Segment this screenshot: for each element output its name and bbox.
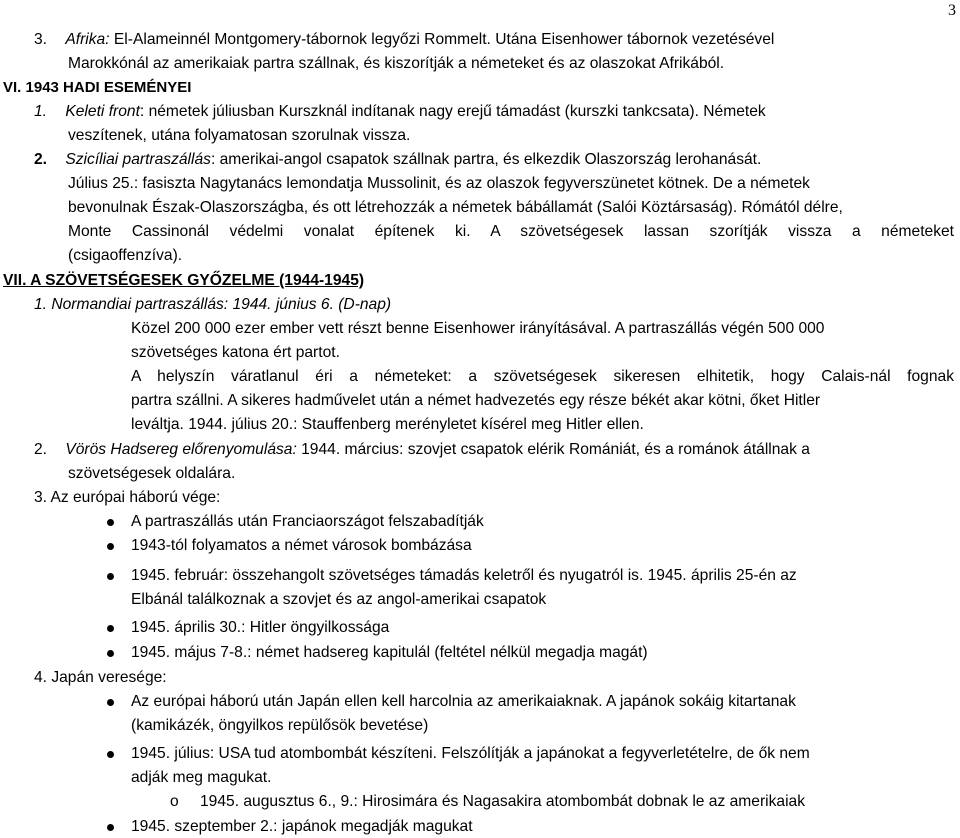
bullet-dot xyxy=(107,519,114,526)
s7-item1-p2-line-3: leváltja. 1944. július 20.: Stauffenberg merényletet kísérel meg Hitler ellen. xyxy=(131,416,644,433)
s6-item2-label: Szicíliai partraszállás xyxy=(65,151,211,168)
s6-item2-line-3: bevonulnak Észak-Olaszországba, és ott létrehozzák a németek bábállamát (Salói Köztársaság). Rómától délre, xyxy=(68,199,843,216)
page-number: 3 xyxy=(948,2,956,19)
s7-item1-p2-line-2: partra szállni. A sikeres hadművelet után a német hadvezetés egy része békét akar kötni, őket Hitler xyxy=(131,392,821,409)
s7-item3-bullet-1: A partraszállás után Franciaországot felszabadítják xyxy=(131,513,484,530)
s6-item2-line-2: Július 25.: fasiszta Nagytanács lemondatja Mussolinit, és az olaszok fegyverszünetet kötnek. De a németek xyxy=(68,175,810,192)
afrika-line-2: Marokkónál az amerikaiak partra szállnak, és kiszorítják a németeket és az olaszokat Afrikából. xyxy=(68,55,725,72)
s7-item4-bullet-2: 1945. július: USA tud atombombát készíteni. Felszólítják a japánokat a fegyverletételre, de ők nem xyxy=(131,745,810,762)
s7-item4-subbullet: 1945. augusztus 6., 9.: Hirosimára és Nagasakira atombombát dobnak le az amerikaiak xyxy=(200,793,806,810)
bullet-dot xyxy=(107,699,114,706)
s6-item1-label: Keleti front xyxy=(65,103,140,120)
s7-item3-bullet-4: 1945. április 30.: Hitler öngyilkossága xyxy=(131,619,390,636)
s7-item3-bullet-3-cont: Elbánál találkoznak a szovjet és az angol-amerikai csapatok xyxy=(131,591,547,608)
s6-item2-number: 2. xyxy=(34,151,48,168)
s6-item1-number: 1. xyxy=(34,103,48,120)
s7-item2-number: 2. xyxy=(34,441,48,458)
bullet-dot xyxy=(107,824,114,831)
bullet-dot xyxy=(107,543,114,550)
s7-item3-bullet-5: 1945. május 7-8.: német hadsereg kapitulál (feltétel nélkül megadja magát) xyxy=(131,644,648,661)
s7-item4-bullet-1-cont: (kamikázék, öngyilkos repülősök bevetése) xyxy=(131,717,429,734)
section-7-heading: VII. A SZÖVETSÉGESEK GYŐZELME (1944-1945) xyxy=(3,272,365,289)
s7-item3-title: 3. Az európai háború vége: xyxy=(34,489,221,506)
s7-item4-bullet-1: Az európai háború után Japán ellen kell harcolnia az amerikaiaknak. A japánok sokáig kitartanak xyxy=(131,693,796,710)
afrika-text-1: El-Alameinnél Montgomery-tábornok legyőzi Rommelt. Utána Eisenhower tábornok vezetésével xyxy=(109,31,775,48)
bullet-dot xyxy=(107,625,114,632)
s7-item1-p1-line-2: szövetséges katona ért partot. xyxy=(131,344,340,361)
afrika-line-1 xyxy=(34,30,774,50)
bullet-dot xyxy=(107,650,114,657)
s7-item2-line-2: szövetségesek oldalára. xyxy=(68,465,236,482)
s7-item4-bullet-2-cont: adják meg magukat. xyxy=(131,769,272,786)
s6-item1-line-1 xyxy=(34,102,766,122)
s7-item2-text: 1944. március: szovjet csapatok elérik Romániát, és a románok átállnak a xyxy=(296,441,810,458)
sub-bullet-marker: o xyxy=(170,793,179,810)
section-6-heading: VI. 1943 HADI ESEMÉNYEI xyxy=(3,79,192,96)
bullet-dot xyxy=(107,751,114,758)
afrika-label: Afrika: xyxy=(65,31,110,48)
s7-item1-p1-line-1: Közel 200 000 ezer ember vett részt benne Eisenhower irányításával. A partraszállás végén 500 000 xyxy=(131,320,825,337)
s6-item2-text: : amerikai-angol csapatok szállnak partra, és elkezdik Olaszország lerohanását. xyxy=(210,151,762,168)
s7-item1-p2-line-1: A helyszín váratlanul éri a németeket: a szövetségesek sikeresen elhitetik, hogy Calais-nál fognak xyxy=(131,368,954,385)
s7-item4-bullet-3: 1945. szeptember 2.: japánok megadják magukat xyxy=(131,818,473,835)
afrika-number: 3. xyxy=(34,31,48,48)
s6-item2-line-5: (csigaoffenzíva). xyxy=(68,247,183,264)
s7-item3-bullet-2: 1943-tól folyamatos a német városok bombázása xyxy=(131,537,472,554)
s6-item1-text: : németek júliusban Kurszknál indítanak nagy erejű támadást (kurszki tankcsata). Németek xyxy=(139,103,766,120)
s7-item2-label: Vörös Hadsereg előrenyomulása: xyxy=(65,441,297,458)
s7-item3-bullet-3: 1945. február: összehangolt szövetséges támadás keletről és nyugatról is. 1945. április 25-én az xyxy=(131,567,797,584)
s7-item1-title: 1. Normandiai partraszállás: 1944. június 6. (D-nap) xyxy=(34,296,392,313)
bullet-dot xyxy=(107,573,114,580)
s7-item2-line-1 xyxy=(34,440,810,460)
s6-item1-line-2: veszítenek, utána folyamatosan szorulnak vissza. xyxy=(68,127,411,144)
s6-item2-line-4: Monte Cassinonál védelmi vonalat építenek ki. A szövetségesek lassan szorítják vissza a németeket xyxy=(68,223,954,240)
s7-item4-title: 4. Japán veresége: xyxy=(34,669,167,686)
s6-item2-line-1 xyxy=(34,150,761,170)
